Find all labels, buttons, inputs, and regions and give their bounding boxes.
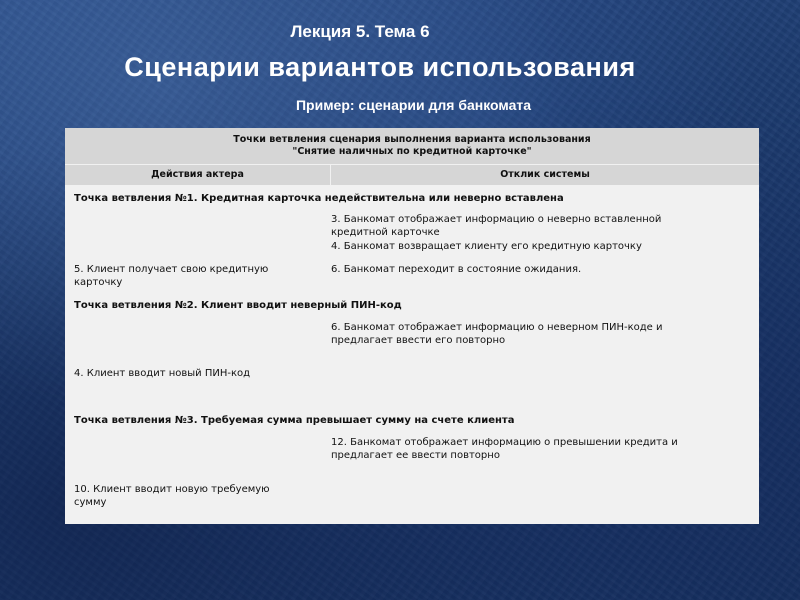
branch2-system-6-line1: 6. Банкомат отображает информацию о неверном ПИН-коде и	[331, 322, 663, 333]
branch1-actor-action-5	[74, 263, 304, 289]
branch-point-1-title: Точка ветвления №1. Кредитная карточка недействительна или неверно вставлена	[74, 193, 564, 204]
table-header-line1: Точки ветвления сценария выполнения варианта использования	[233, 134, 591, 145]
branch1-system-response-6: 6. Банкомат переходит в состояние ожидания.	[331, 264, 582, 275]
table-header	[65, 128, 759, 164]
branch1-system-response-3	[331, 213, 731, 239]
branch3-actor-action-10	[74, 483, 304, 509]
branch2-system-6-line2: предлагает ввести его повторно	[331, 335, 506, 346]
scenario-table	[65, 128, 759, 524]
column-header-system: Отклик системы	[331, 165, 759, 185]
branch2-system-response-6	[331, 321, 731, 347]
slide-title: Сценарии вариантов использования	[124, 52, 636, 82]
branch3-system-12-line1: 12. Банкомат отображает информацию о превышении кредита и	[331, 437, 678, 448]
branch-point-2-title: Точка ветвления №2. Клиент вводит неверный ПИН-код	[74, 300, 402, 311]
table-header-line2: "Снятие наличных по кредитной карточке"	[292, 146, 532, 157]
branch2-actor-action-4: 4. Клиент вводит новый ПИН-код	[74, 368, 251, 379]
branch3-actor-10-line2: сумму	[74, 497, 107, 508]
lecture-label: Лекция 5. Тема 6	[290, 22, 430, 41]
branch1-system-3-line2: кредитной карточке	[331, 227, 440, 238]
branch1-system-response-4: 4. Банкомат возвращает клиенту его кредитную карточку	[331, 241, 642, 252]
branch3-system-response-12	[331, 436, 731, 462]
slide-subtitle: Пример: сценарии для банкомата	[295, 97, 532, 113]
column-header-actor: Действия актера	[65, 165, 330, 185]
branch1-system-3-line1: 3. Банкомат отображает информацию о неверно вставленной	[331, 214, 662, 225]
branch3-actor-10-line1: 10. Клиент вводит новую требуемую	[74, 484, 270, 495]
branch-point-3-title: Точка ветвления №3. Требуемая сумма превышает сумму на счете клиента	[74, 415, 515, 426]
branch1-actor-5-line2: карточку	[74, 277, 123, 288]
branch3-system-12-line2: предлагает ее ввести повторно	[331, 450, 500, 461]
branch1-actor-5-line1: 5. Клиент получает свою кредитную	[74, 264, 269, 275]
